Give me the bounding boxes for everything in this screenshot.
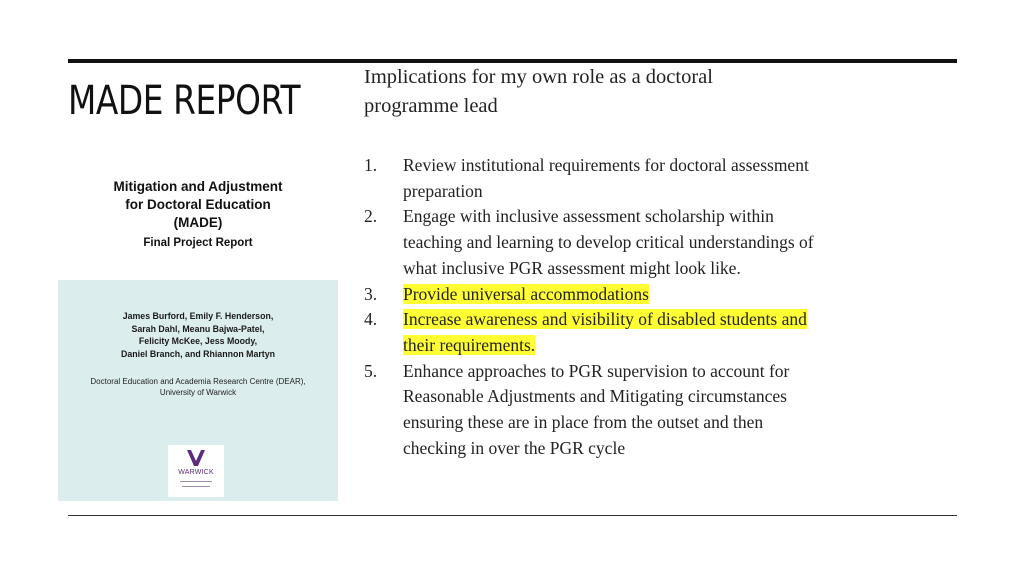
report-cover-image (58, 170, 338, 501)
list-number: 2. (364, 206, 378, 227)
list-item-highlighted (364, 307, 944, 358)
list-number: 5. (364, 360, 378, 381)
bottom-divider (68, 515, 957, 516)
list-item: 2. Engage with inclusive assessment scholarship within teaching and learning to develop critical understandings of what inclusive PGR assessment might look like. (364, 206, 814, 278)
list-item-highlighted (364, 282, 944, 308)
cover-subtitle: Final Project Report (143, 237, 253, 249)
logo-text: WARWICK (178, 469, 214, 476)
cover-title: Mitigation and Adjustment for Doctoral Education (MADE) (113, 179, 283, 230)
highlighted-text: their requirements. (403, 334, 536, 355)
list-item: 1. Review institutional requirements for doctoral assessment preparation (364, 155, 809, 201)
list-number: 3. (364, 283, 378, 304)
list-number: 4. (364, 309, 378, 330)
list-item: 5. Enhance approaches to PGR supervision to account for Reasonable Adjustments and Mitigating circumstances ensuring these are in place from the outset and then checking in over the PGR cycle (364, 360, 790, 458)
highlighted-text: Increase awareness and visibility of disabled students and (403, 309, 807, 330)
highlighted-text: Provide universal accommodations (403, 283, 649, 304)
slide-title: MADE REPORT (68, 78, 301, 124)
cover-panel (58, 280, 338, 501)
cover-authors: James Burford, Emily F. Henderson, Sarah Dahl, Meanu Bajwa-Patel, Felicity McKee, Jess Moody, Daniel Branch, and Rhiannon Martyn (121, 311, 275, 359)
logo-tagline-line (182, 486, 210, 487)
content-heading: Implications for my own role as a doctoral programme lead (364, 66, 713, 117)
implications-list (364, 153, 944, 461)
warwick-logo (168, 445, 224, 497)
logo-tagline-line (180, 481, 212, 482)
list-number: 1. (364, 155, 378, 175)
cover-research-centre: Doctoral Education and Academia Research Centre (DEAR), University of Warwick (90, 377, 306, 397)
warwick-logo-icon (187, 450, 205, 466)
